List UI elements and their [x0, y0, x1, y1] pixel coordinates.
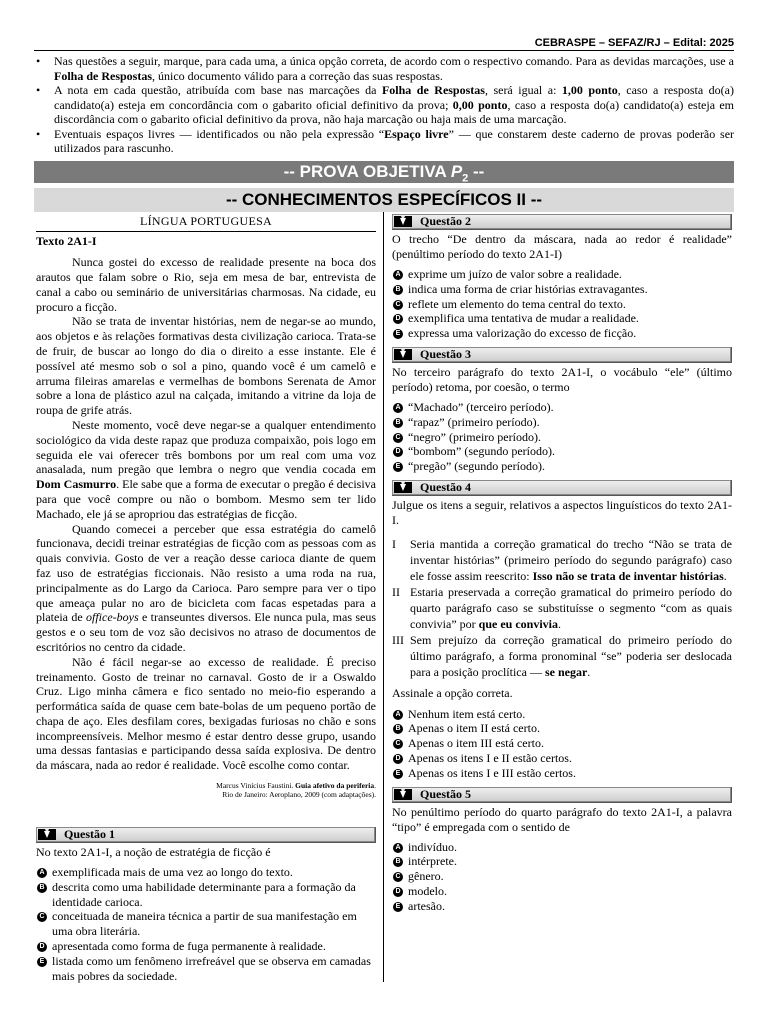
text-run: Sem prejuízo da correção gramatical do primeiro período do último parágrafo, a forma pronominal “se” poderia ser deslocada para a posição proclítica —: [410, 632, 732, 679]
answer-option-d[interactable]: [392, 444, 732, 459]
option-text: “bombom” (segundo período).: [408, 444, 555, 459]
option-text: expressa uma valorização do excesso de ficção.: [408, 326, 637, 341]
answer-option-a[interactable]: [392, 840, 732, 855]
citation-punct: .: [374, 781, 376, 791]
option-text: descrita como uma habilidade determinante para a formação da identidade carioca.: [52, 879, 356, 909]
passage-paragraph: [36, 418, 376, 522]
option-text: indica uma forma de criar histórias extravagantes.: [408, 281, 648, 296]
exam-header: CEBRASPE – SEFAZ/RJ – Edital: 2025: [534, 37, 734, 49]
instruction-item: [34, 54, 734, 83]
pencil-icon: [392, 480, 414, 495]
pencil-icon: [392, 347, 414, 362]
header-rule: [34, 50, 734, 51]
option-letter-icon: A: [393, 710, 403, 720]
text-run: .: [558, 616, 561, 631]
answer-option-b[interactable]: [36, 880, 376, 910]
option-letter-icon: D: [393, 447, 403, 457]
question-label: Questão 2: [420, 214, 471, 228]
answer-option-b[interactable]: [392, 854, 732, 869]
option-letter-icon: A: [393, 403, 403, 413]
items-list: [392, 536, 732, 680]
banner-prefix: -- PROVA OBJETIVA: [283, 162, 451, 181]
answer-option-a[interactable]: [392, 400, 732, 415]
option-letter-icon: E: [393, 462, 403, 472]
bold-run: 0,00 ponto: [452, 97, 508, 112]
item-text: [410, 633, 732, 679]
judgment-item: [392, 632, 732, 680]
bold-run: Espaço livre: [384, 126, 449, 141]
instruction-item: [34, 83, 734, 127]
citation: [36, 781, 376, 799]
question-2: [392, 214, 732, 341]
column-divider: [383, 212, 384, 982]
passage-paragraph: [36, 255, 376, 314]
question-header: [392, 347, 732, 363]
option-text: Apenas o item III está certo.: [408, 736, 544, 751]
text-id: Texto 2A1-I: [36, 233, 97, 248]
passage-paragraph: [36, 655, 376, 773]
option-text: reflete um elemento do tema central do texto.: [408, 296, 626, 311]
option-text: Apenas os itens I e III estão certos.: [408, 765, 576, 780]
pencil-icon: [36, 827, 58, 842]
text-run: , único documento válido para a correção das suas respostas.: [152, 68, 443, 83]
question-1: [36, 827, 376, 983]
question-stem: Julgue os itens a seguir, relativos a aspectos linguísticos do texto 2A1-I.: [392, 497, 732, 527]
option-text: exemplificada mais de uma vez ao longo do texto.: [52, 865, 293, 880]
item-number: II: [392, 584, 400, 599]
option-text: “rapaz” (primeiro período).: [408, 414, 540, 429]
text-run: A nota em cada questão, atribuída com base nas marcações da: [54, 83, 382, 97]
option-letter-icon: B: [393, 285, 403, 295]
option-text: exprime um juízo de valor sobre a realidade.: [408, 267, 622, 281]
option-text: intérprete.: [408, 854, 457, 869]
text-run: Seria mantida a correção gramatical do trecho “Não se trata de inventar histórias” (primeiro período do segundo parágrafo) caso ele fosse assim reescrito:: [410, 536, 732, 583]
question-4: [392, 480, 732, 781]
section-title: LÍNGUA PORTUGUESA: [36, 214, 376, 232]
section-banner: -- CONHECIMENTOS ESPECÍFICOS II --: [34, 188, 734, 212]
text-run: , caso a resposta do(a) candidato(a) esteja em concordância com o gabarito oficial definitivo da prova;: [54, 83, 735, 112]
option-letter-icon: D: [393, 754, 403, 764]
citation-author: Marcus Vinícius Faustini.: [216, 781, 296, 791]
bold-run: Folha de Respostas: [54, 68, 153, 83]
option-letter-icon: C: [393, 300, 403, 310]
option-text: Nenhum item está certo.: [408, 706, 526, 721]
option-text: exemplifica uma tentativa de mudar a realidade.: [408, 311, 639, 326]
answer-option-e[interactable]: [392, 766, 732, 781]
answer-option-e[interactable]: [392, 326, 732, 341]
answer-option-c[interactable]: [36, 909, 376, 939]
option-text: artesão.: [408, 898, 445, 913]
question-stem: No texto 2A1-I, a noção de estratégia de ficção é: [36, 845, 271, 860]
option-text: “pregão” (segundo período).: [408, 459, 545, 474]
bold-run: Dom Casmurro: [36, 477, 117, 492]
text-run: ” — que constarem deste caderno de provas poderão ser utilizados para rascunho.: [54, 126, 735, 155]
question-instruction: Assinale a opção correta.: [392, 685, 513, 700]
banner-sub: 2: [462, 172, 469, 185]
option-letter-icon: A: [37, 868, 47, 878]
option-text: “Machado” (terceiro período).: [408, 399, 554, 414]
question-label: Questão 5: [420, 786, 471, 801]
answer-option-e[interactable]: [36, 954, 376, 984]
bold-run: Folha de Respostas: [381, 83, 485, 97]
option-letter-icon: E: [393, 329, 403, 339]
answer-option-d[interactable]: [36, 939, 376, 954]
option-letter-icon: D: [37, 942, 47, 952]
citation-title: Guia afetivo da periferia: [295, 781, 375, 791]
question-header: [392, 214, 732, 230]
option-text: apresentada como forma de fuga permanente à realidade.: [52, 939, 326, 954]
text-run: Neste momento, você deve negar-se a qualquer entendimento sociológico da vida deste rapaz que produza compaixão, pois logo em seguida ele vai oferecer três bombons por um real com uma voz anasalada, num pregão que lembra o negro que vendia cocada em: [36, 417, 376, 477]
text-run: Nas questões a seguir, marque, para cada uma, a única opção correta, de acordo com o respectivo comando. Para as devidas marcações, use a: [54, 54, 734, 68]
options-list: [392, 267, 732, 341]
option-letter-icon: C: [37, 912, 47, 922]
answer-option-c[interactable]: [392, 430, 732, 445]
text-run: Não é fácil negar-se ao excesso de realidade. É preciso treinamento. Gosto de treinar no carnaval. Gosto de ir a Oswaldo Cruz. Ligo minha câmera e fico sentado no meio-fio esperando a performática saída de quase cem bate-bolas de um pequeno portão de chapa de aço. Eles desfilam cores, bexigadas furiosas no chão e sons incompreensíveis. Melhor mesmo é estar dentro desse grupo, usando uma dessas fantasias e participando dessa saída explosiva. De dentro da máscara, nada ao redor é realidade. Você escolhe como contar.: [36, 654, 376, 773]
options-list: [392, 840, 732, 914]
judgment-item: [392, 536, 732, 584]
question-header: [36, 827, 376, 843]
answer-option-d[interactable]: [392, 751, 732, 766]
option-letter-icon: B: [393, 724, 403, 734]
citation-publisher: Rio de Janeiro: Aeroplano, 2009 (com adaptações).: [222, 790, 376, 800]
banner-suffix: --: [468, 162, 485, 181]
option-letter-icon: A: [393, 843, 403, 853]
option-letter-icon: C: [393, 433, 403, 443]
item-number: I: [392, 536, 396, 551]
option-text: conceituada de maneira técnica a partir de sua manifestação em uma obra literária.: [52, 909, 357, 939]
option-text: listada como um fenômeno irrefreável que se observa em camadas mais pobres da sociedade.: [52, 953, 371, 983]
question-stem: No terceiro parágrafo do texto 2A1-I, o vocábulo “ele” (último período) retoma, por coesão, o termo: [392, 364, 732, 394]
judgment-item: [392, 584, 732, 632]
option-letter-icon: C: [393, 739, 403, 749]
option-letter-icon: D: [393, 887, 403, 897]
option-letter-icon: E: [393, 902, 403, 912]
answer-option-c[interactable]: [392, 297, 732, 312]
question-header: [392, 787, 732, 803]
text-run: , será igual a:: [484, 83, 562, 97]
option-text: Apenas o item II está certo.: [408, 721, 540, 736]
text-run: Quando comecei a perceber que essa estratégia do camelô funcionava, decidi treinar estratégias de ficção com as pessoas com as quais convivia. Gosto de ver a reação desse carioca diante de quem faz uso de estratégias ficcionais. Não resisto a uma roda na rua, principalmente as do Largo da Carioca. Paro sempre para ver o tipo que ameaça pular no aro de bicicleta com facas espetadas para a plateia de: [36, 521, 376, 625]
question-5: [392, 787, 732, 914]
answer-option-c[interactable]: [392, 869, 732, 884]
option-letter-icon: E: [393, 769, 403, 779]
instruction-item: [34, 127, 734, 156]
text-run: .: [587, 664, 591, 679]
text-run: Não se trata de inventar histórias, nem de negar-se ao mundo, aos objetos e às relações formativas desta civilização carioca. Trata-se de fruir, de buscar ao longo do dia o direito a esse instante. Ele é possível até mesmo sob o sol a pino, quando você é um camelô e arruma fileiras amarelas e vermelhas de bombons Serenata de Amor sobre a lona de plástico azul na calçada, imitando a vitrine da loja de roupa de grife atrás.: [36, 314, 376, 418]
answer-option-a[interactable]: [36, 865, 376, 880]
left-column: [36, 214, 376, 989]
option-letter-icon: A: [393, 270, 403, 280]
answer-option-a[interactable]: [392, 707, 732, 722]
text-run: Estaria preservada a correção gramatical do primeiro período do quarto parágrafo caso se substituísse o segmento “com as quais convivia” por: [410, 584, 732, 631]
option-text: Apenas os itens I e II estão certos.: [408, 750, 572, 765]
option-text: modelo.: [408, 883, 447, 898]
passage: [36, 255, 376, 773]
answer-option-e[interactable]: [392, 899, 732, 914]
options-list: [392, 400, 732, 474]
instructions-list: [34, 54, 734, 156]
question-label: Questão 3: [420, 346, 471, 361]
text-run: Nunca gostei do excesso de realidade presente na boca dos arautos que falam sobre o Rio, seja em mesa de bar, entrevista de canal a cabo ou seminário de universitárias charmosas. Na cidade, eu procuro a ficção.: [36, 255, 376, 314]
italic-run: office-boys: [86, 610, 139, 625]
answer-option-b[interactable]: [392, 721, 732, 736]
text-run: . Ele sabe que a forma de executar o pregão é decisiva para que você compre ou não o bombom. Mesmo sem ter lido Machado, ele já se apropriou das estratégias de ficção.: [36, 477, 376, 521]
question-header: [392, 480, 732, 496]
answer-option-c[interactable]: [392, 736, 732, 751]
question-label: Questão 1: [64, 827, 115, 842]
item-text: [410, 585, 732, 631]
answer-option-d[interactable]: [392, 884, 732, 899]
pencil-icon: [392, 214, 414, 229]
item-number: III: [392, 632, 404, 647]
banner-p: P: [450, 162, 463, 181]
bold-run: 1,00 ponto: [561, 83, 618, 97]
question-3: [392, 347, 732, 474]
answer-option-b[interactable]: [392, 282, 732, 297]
pencil-icon: [392, 787, 414, 802]
text-run: e transeuntes diversos. Ele nunca pula, mas seus gestos e o seu tom de voz são decisivos no atraso de documentos de escritórios no centro da cidade.: [36, 610, 376, 654]
text-run: , caso a resposta do(a) candidato(a) esteja em discordância com o gabarito oficial definitivo da prova, não haja marcação ou haja mais de uma marcação.: [54, 97, 735, 126]
option-letter-icon: B: [393, 418, 403, 428]
passage-paragraph: [36, 522, 376, 655]
option-letter-icon: E: [37, 957, 47, 967]
bold-run: que eu convivia: [478, 616, 558, 631]
text-run: .: [723, 568, 727, 583]
right-column: [392, 214, 732, 920]
bold-run: se negar: [544, 664, 588, 679]
question-stem: O trecho “De dentro da máscara, nada ao redor é realidade” (penúltimo período do texto 2A1-I): [392, 232, 732, 261]
answer-option-d[interactable]: [392, 311, 732, 326]
exam-banner: [34, 161, 734, 183]
text-run: Eventuais espaços livres — identificados ou não pela expressão “: [54, 126, 385, 141]
options-list: [392, 707, 732, 781]
option-letter-icon: B: [37, 883, 47, 893]
option-letter-icon: C: [393, 872, 403, 882]
answer-option-a[interactable]: [392, 267, 732, 282]
bold-run: Isso não se trata de inventar histórias: [532, 568, 724, 583]
option-text: indivíduo.: [408, 839, 458, 854]
options-list: [36, 865, 376, 983]
option-letter-icon: B: [393, 857, 403, 867]
option-text: “negro” (primeiro período).: [408, 429, 541, 444]
question-stem: No penúltimo período do quarto parágrafo do texto 2A1-I, a palavra “tipo” é empregada com o sentido de: [392, 804, 732, 834]
question-label: Questão 4: [420, 479, 471, 494]
option-text: gênero.: [408, 869, 444, 884]
item-text: [410, 537, 732, 583]
option-letter-icon: D: [393, 314, 403, 324]
passage-paragraph: [36, 314, 376, 418]
answer-option-e[interactable]: [392, 459, 732, 474]
answer-option-b[interactable]: [392, 415, 732, 430]
